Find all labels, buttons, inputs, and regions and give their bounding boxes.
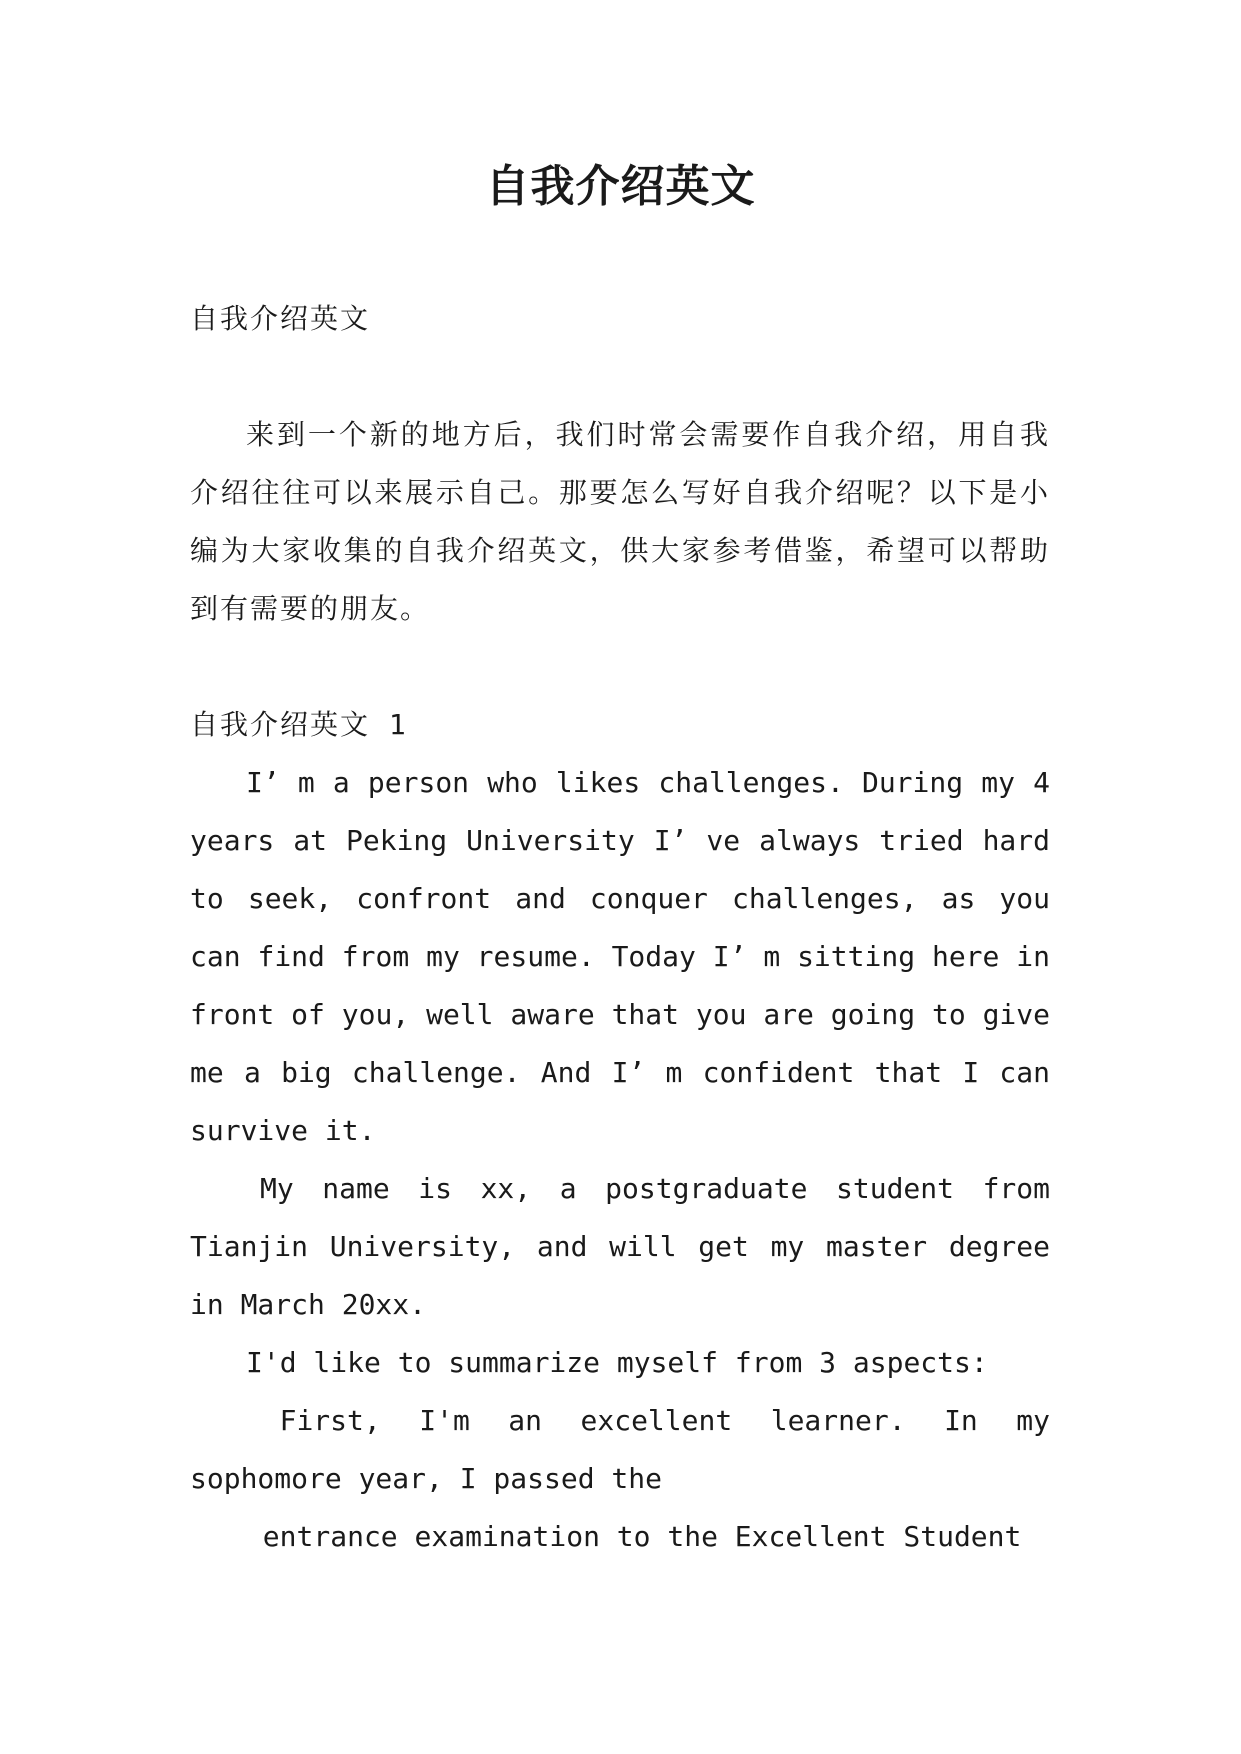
section-heading: 自我介绍英文 1 [190,708,408,741]
body-paragraph-learner: First, I'm an excellent learner. In my sophomore year, I passed the [190,1404,1050,1495]
document-title: 自我介绍英文 [485,161,756,212]
body-paragraph-continuation: entrance examination to the Excellent Student [262,1520,1022,1553]
document-subtitle: 自我介绍英文 [190,302,371,335]
document-body [190,290,1050,1566]
intro-paragraph: 来到一个新的地方后，我们时常会需要作自我介绍，用自我介绍往往可以来展示自己。那要怎么写好自我介绍呢？以下是小编为大家收集的自我介绍英文，供大家参考借鉴，希望可以帮助到有需要的朋友。 [190,418,1050,625]
body-paragraph-challenges: I’ m a person who likes challenges. During my 4 years at Peking University I’ ve always tried hard to seek, confront and conquer challenges, as you can find from my resume. Today I’ m sitting here in front of you, well aware that you are going to give me a big challenge. And I’ m confident that I can survive it. [190,766,1050,1147]
body-paragraph-summary: I'd like to summarize myself from 3 aspects: [246,1346,988,1379]
body-paragraph-name: My name is xx, a postgraduate student from Tianjin University, and will get my master degree in March 20xx. [190,1172,1050,1321]
